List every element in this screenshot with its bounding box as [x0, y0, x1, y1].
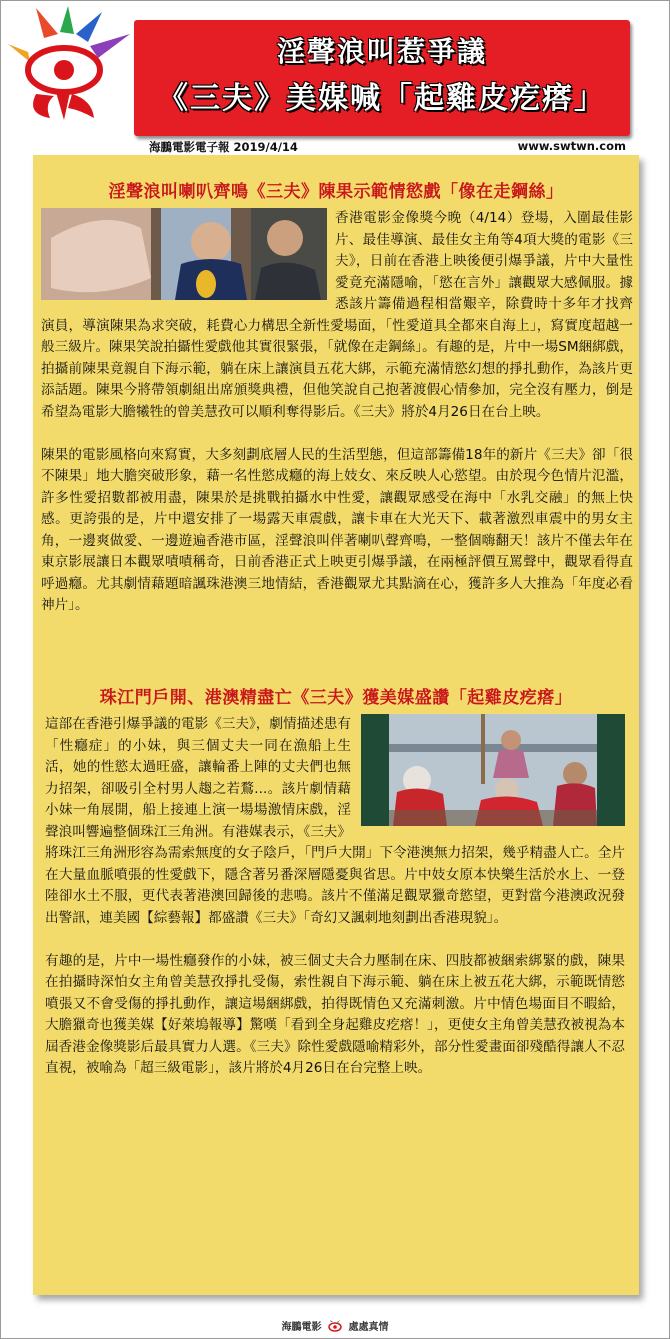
article-panel	[33, 155, 639, 1295]
footer-logo-icon	[327, 1320, 343, 1334]
subheading-2: 珠江門戶開、港澳精盡亡《三夫》獲美媒盛讚「起雞皮疙瘩」	[99, 688, 573, 708]
footer	[0, 1318, 670, 1334]
footer-slogan: 處處真情	[348, 1322, 389, 1333]
paragraph-1: 香港電影金像獎今晚（4/14）登場，入圍最佳影片、最佳導演、最佳女主角等4項大獎的電影《三夫》，日前在香港上映後便引爆爭議，片中大量性愛竟充滿隱喻，「慾在言外」讓觀眾大感佩服。據悉該片籌備過程相當艱辛，除費時十多年才找齊演員，導演陳果為求突破，耗費心力構思全新性愛場面，「性愛道具全都來自海上」，寫實度超越一般三級片。陳果笑說拍攝性愛戲他其實很緊張，「就像在走鋼絲」。有趣的是，片中一場SM綑綁戲，拍攝前陳果竟親自下海示範，躺在床上讓演員五花大綁，示範充滿情慾幻想的掙扎動作，為該片更添話題。陳果今將帶領劇組出席頒獎典禮，但他笑說自己抱著渡假心情參加，完全沒有壓力，倒是希望為電影大膽犧牲的曾美慧孜可以順利奪得影后。《三夫》將於4月26日在台上映。	[41, 210, 633, 420]
paragraph-4: 有趣的是，片中一場性癮發作的小妹，被三個丈夫合力壓制在床、四肢都被綑索綁緊的戲，陳果在拍攝時深怕女主角曾美慧孜掙扎受傷，索性親自下海示範、躺在床上被五花大綁，示範既情慾噴張又不會受傷的掙扎動作，讓這場綑綁戲，拍得既情色又充滿刺激。片中情色場面目不暇給，大膽獵奇也獲美媒【好萊塢報導】驚嘆「看到全身起雞皮疙瘩！」，更使女主角曾美慧孜被視為本屆香港金像獎影后最具實力人選。《三夫》除性愛戲隱喻精彩外，部分性愛畫面卻殘酷得讓人不忍直視，被喻為「超三級電影」，該片將於4月26日在台完整上映。	[45, 952, 625, 1076]
newspaper-logo	[6, 4, 134, 122]
photo-director-demo	[41, 208, 327, 300]
footer-brand: 海鵬電影	[281, 1322, 322, 1333]
publication-date: 海鵬電影電子報 2019/4/14	[149, 140, 298, 154]
article-section-2	[45, 714, 625, 1080]
photo-boat-scene	[361, 714, 625, 826]
paragraph-3: 這部在香港引爆爭議的電影《三夫》，劇情描述患有「性癮症」的小妹，與三個丈夫一同在漁船上生活，她的性慾太過旺盛，讓輪番上陣的丈夫們也無力招架，卻吸引全村男人趨之若鶩...。該片劇情藉小妹一角展開，船上接連上演一場場激情床戲，淫聲浪叫響遍整個珠江三角洲。有港媒表示，《三夫》將珠江三角洲形容為需索無度的女子陰戶，「門戶大開」下令港澳無力招架，幾乎精盡人亡。全片在大量血脈噴張的性愛戲下，隱含著另番深層隱憂與省思。片中妓女原本快樂生活於水上、一登陸卻水土不服，更代表著港澳回歸後的悲鳴。該片不僅滿足觀眾獵奇慾望，更對當今港澳政況發出警訊，連美國【綜藝報】都盛讚《三夫》「奇幻又諷刺地刻劃出香港現貌」。	[45, 716, 625, 926]
headline-banner	[134, 20, 630, 136]
headline-line-2: 《三夫》美媒喊「起雞皮疙瘩」	[158, 81, 606, 116]
website-link[interactable]: www.swtwn.com	[517, 139, 626, 153]
paragraph-2: 陳果的電影風格向來寫實，大多刻劃底層人民的生活型態，但這部籌備18年的新片《三夫》卻「很不陳果」地大膽突破形象，藉一名性慾成癮的海上妓女、來反映人心慾望。由於現今色情片氾濫，許多性愛招數都被用盡，陳果於是挑戰拍攝水中性愛，讓觀眾感受在海中「水乳交融」的無上快感。更誇張的是，片中還安排了一場露天車震戲，讓卡車在大光天下、載著激烈車震中的男女主角，一邊爽做愛、一邊遊遍香港市區，淫聲浪叫伴著喇叭聲齊鳴，一整個嗨翻天！該片不僅去年在東京影展讓日本觀眾嘖嘖稱奇，日前香港正式上映更引爆爭議，在兩極評價互罵聲中，觀眾看得直呼過癮。尤其劇情藉題暗諷珠港澳三地情結，香港觀眾尤其點滴在心，獲許多人大推為「年度必看神片」。	[41, 446, 633, 613]
article-section-1	[41, 208, 633, 617]
headline-line-1: 淫聲浪叫惹爭議	[276, 35, 487, 68]
subheading-1: 淫聲浪叫喇叭齊鳴《三夫》陳果示範情慾戲「像在走鋼絲」	[108, 182, 564, 202]
